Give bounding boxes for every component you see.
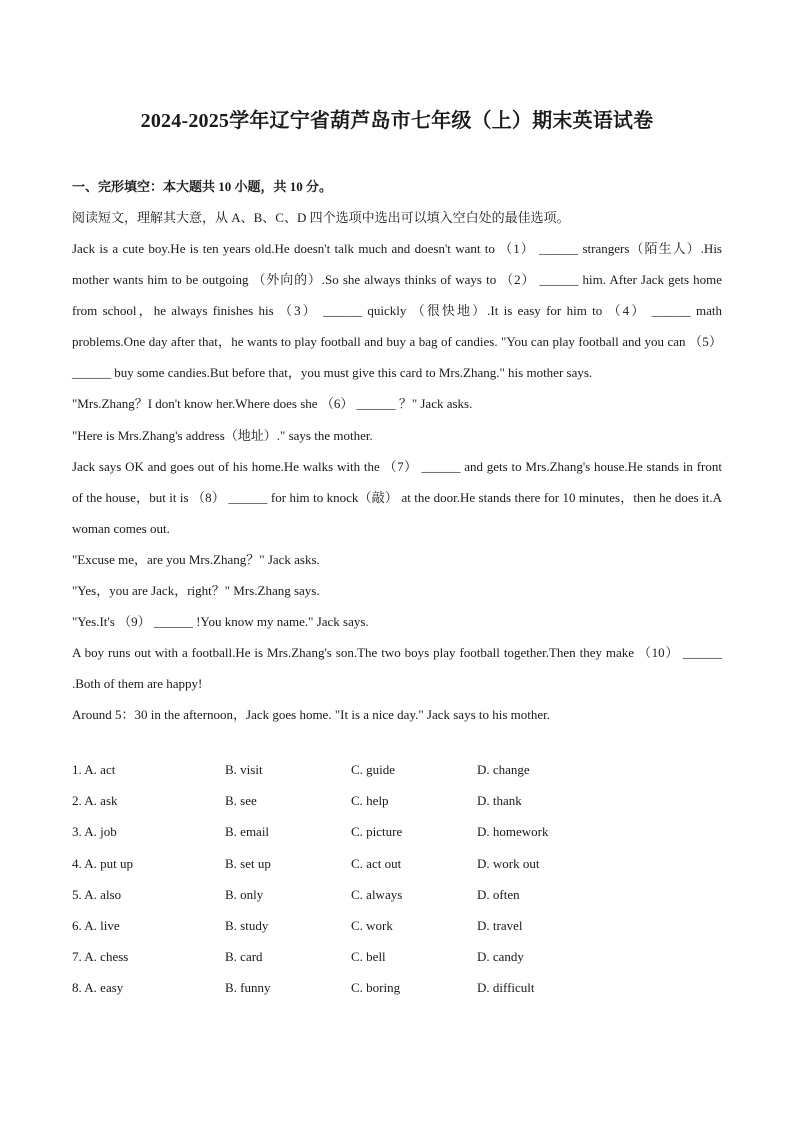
passage-paragraph: Around 5：30 in the afternoon，Jack goes home. "It is a nice day." Jack says to his mother. — [72, 707, 551, 723]
page-title: 2024-2025学年辽宁省葫芦岛市七年级（上）期末英语试卷 — [140, 110, 654, 132]
option-c: C. help — [351, 793, 389, 809]
instruction-text: 阅读短文，理解其大意，从 A、B、C、D 四个选项中选出可以填入空白处的最佳选项。 — [72, 210, 570, 225]
option-a: 1. A. act — [72, 762, 116, 777]
option-d: D. change — [477, 762, 530, 777]
question-row — [72, 793, 722, 824]
passage-paragraph: "Yes，you are Jack，right？" Mrs.Zhang says. — [72, 583, 320, 599]
option-b: B. funny — [225, 980, 271, 996]
option-c: C. picture — [351, 824, 403, 840]
passage-paragraph: "Here is Mrs.Zhang's address（地址）." says the mother. — [72, 427, 373, 443]
answer-options — [72, 762, 722, 1012]
option-a: 5. A. also — [72, 886, 122, 902]
question-row — [72, 856, 722, 887]
option-b: B. card — [225, 949, 263, 965]
option-a: 3. A. job — [72, 824, 117, 840]
question-row — [72, 980, 722, 1011]
option-b: B. set up — [225, 855, 271, 871]
option-a: 4. A. put up — [72, 855, 134, 871]
option-c: C. bell — [351, 949, 386, 965]
option-d: D. travel — [477, 917, 523, 933]
passage-paragraph: Jack is a cute boy.He is ten years old.He doesn't talk much and doesn't want to （1） ______ strangers（陌生人）.His mother wants him to be outgoing （外向的）.So she always thinks of ways to （2） ______ him. After Jack gets home from school，he always finishes his （3） ______ quickly （很快地）.It is easy for him to （4） ______ math problems.One day after that，he wants to play football and buy a bag of candies. "You can play football and you can （5） ______ buy some candies.But before that，you must give this card to Mrs.Zhang." his mother says. — [72, 241, 722, 381]
passage-paragraph: A boy runs out with a football.He is Mrs.Zhang's son.The two boys play football together.Then they make （10） ______ .Both of them are happy! — [72, 645, 722, 692]
option-b: B. study — [225, 917, 269, 933]
passage-paragraph: "Yes.It's （9） ______ !You know my name." Jack says. — [72, 614, 369, 630]
option-b: B. only — [225, 886, 264, 902]
option-a: 2. A. ask — [72, 793, 118, 809]
option-b: B. email — [225, 824, 270, 840]
option-a: 7. A. chess — [72, 949, 129, 965]
option-c: C. boring — [351, 980, 401, 996]
section-heading: 一、完形填空：本大题共 10 小题，共 10 分。 — [72, 179, 333, 194]
cloze-passage — [72, 233, 722, 731]
option-d: D. work out — [477, 855, 540, 871]
option-c: C. guide — [351, 762, 396, 777]
option-d: D. thank — [477, 793, 522, 809]
option-c: C. work — [351, 917, 393, 933]
option-d: D. often — [477, 886, 520, 902]
option-b: B. see — [225, 793, 257, 809]
option-d: D. difficult — [477, 980, 535, 996]
option-c: C. always — [351, 886, 403, 902]
option-b: B. visit — [225, 762, 263, 777]
question-row — [72, 949, 722, 980]
option-a: 6. A. live — [72, 917, 120, 933]
passage-paragraph: "Mrs.Zhang？I don't know her.Where does she （6） ______ ？" Jack asks. — [72, 396, 473, 412]
option-c: C. act out — [351, 855, 402, 871]
question-row — [72, 824, 722, 855]
question-row — [72, 762, 722, 793]
option-a: 8. A. easy — [72, 980, 124, 996]
question-row — [72, 887, 722, 918]
passage-paragraph: "Excuse me，are you Mrs.Zhang？" Jack asks. — [72, 551, 320, 567]
passage-paragraph: Jack says OK and goes out of his home.He walks with the （7） ______ and gets to Mrs.Zhang's house.He stands in front of the house，but it is （8） ______ for him to knock（敲） at the door.He stands there for 10 minutes，then he does it.A woman comes out. — [72, 458, 722, 536]
option-d: D. candy — [477, 949, 524, 965]
option-d: D. homework — [477, 824, 549, 840]
question-row — [72, 918, 722, 949]
